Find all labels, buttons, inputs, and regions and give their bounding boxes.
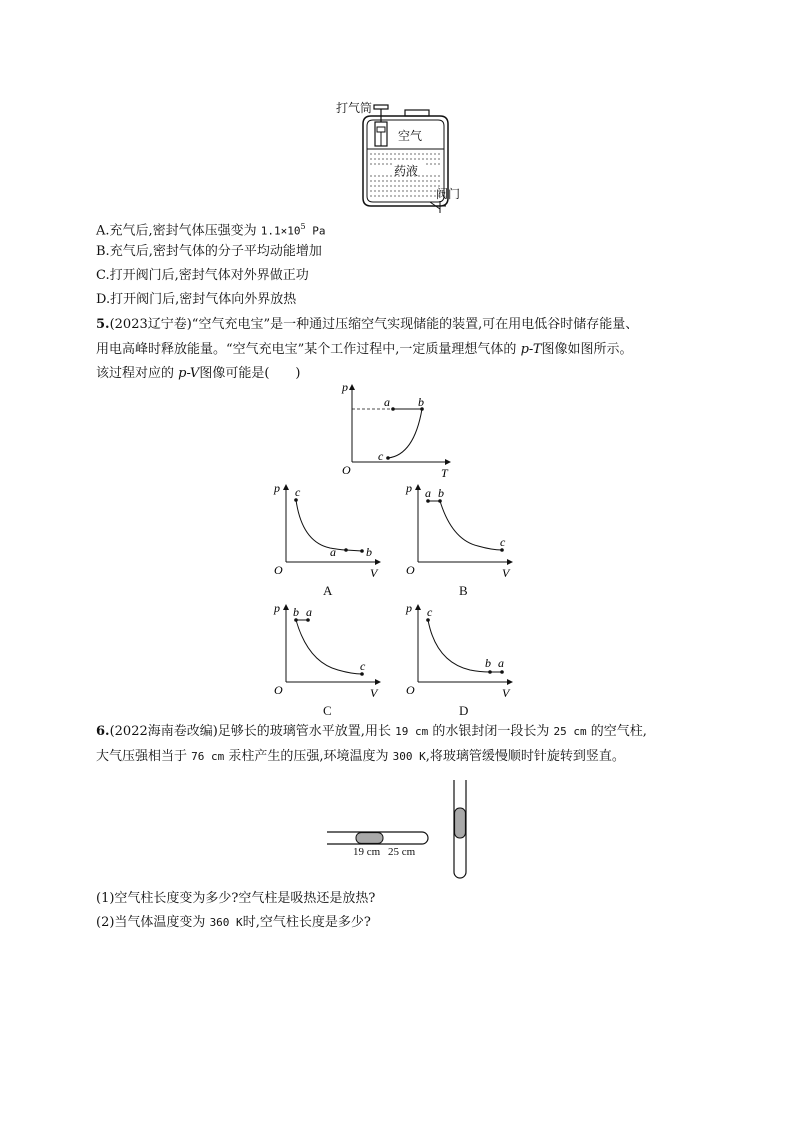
q6-sub1: (1)空气柱长度变为多少?空气柱是吸热还是放热? (96, 891, 376, 906)
svg-text:O: O (406, 563, 415, 577)
q6-sub2: (2)当气体温度变为 360 K时,空气柱长度是多少? (96, 915, 371, 930)
svg-text:c: c (360, 659, 366, 673)
vertical-tube (444, 778, 474, 882)
svg-text:p: p (406, 481, 412, 495)
svg-text:c: c (295, 485, 301, 499)
svg-text:O: O (274, 683, 283, 697)
valve-label: 阀门 (436, 187, 461, 201)
svg-text:p: p (274, 601, 280, 615)
q5-line1: 5.(2023辽宁卷)“空气充电宝”是一种通过压缩空气实现储能的装置,可在用电低谷时储存能量、 (96, 317, 639, 332)
pt-point-a (391, 407, 395, 411)
svg-text:b: b (366, 545, 372, 559)
option-b[interactable]: B.充气后,密封气体的分子平均动能增加 (96, 244, 322, 259)
svg-text:V: V (502, 566, 510, 580)
q6-line1: 6.(2022海南卷改编)足够长的玻璃管水平放置,用长 19 cm 的水银封闭一段长为 25 cm 的空气柱, (96, 724, 647, 739)
pv-caption-d: D (459, 703, 469, 718)
svg-text:p: p (274, 481, 280, 495)
svg-text:a: a (498, 656, 504, 670)
pt-y-label: p (342, 380, 348, 394)
svg-text:b: b (293, 605, 299, 619)
svg-text:V: V (502, 686, 510, 700)
q5-line3: 该过程对应的 p-V图像可能是( ) (96, 366, 301, 381)
tube-label-mercury: 19 cm (353, 846, 381, 858)
pv-graph-c (268, 600, 388, 700)
pv-caption-c: C (323, 703, 332, 718)
tube-label-air: 25 cm (388, 846, 416, 858)
svg-text:a: a (306, 605, 312, 619)
svg-text:c: c (500, 535, 506, 549)
q5-line2: 用电高峰时释放能量。“空气充电宝”某个工作过程中,一定质量理想气体的 p-T图像如图所示。 (96, 342, 633, 357)
pt-point-c (386, 456, 390, 460)
pv-graph-d (400, 600, 520, 700)
pt-label-b: b (418, 395, 424, 409)
question-number: 6. (96, 724, 110, 739)
pt-origin: O (342, 463, 351, 477)
option-c[interactable]: C.打开阀门后,密封气体对外界做正功 (96, 268, 309, 283)
option-d[interactable]: D.打开阀门后,密封气体向外界放热 (96, 292, 297, 307)
option-a[interactable]: A.充气后,密封气体压强变为 $1.1\times 10^5$ Pa (96, 222, 326, 239)
pt-graph (336, 380, 466, 480)
svg-text:a: a (425, 486, 431, 500)
pv-graph-a (268, 480, 388, 580)
pt-label-a: a (384, 395, 390, 409)
svg-text:c: c (427, 605, 433, 619)
svg-text:a: a (330, 545, 336, 559)
pt-x-label: T (441, 466, 448, 480)
pt-label-c: c (378, 449, 384, 463)
svg-text:V: V (370, 686, 378, 700)
air-label: 空气 (398, 129, 423, 143)
liquid-label: 药液 (394, 164, 419, 178)
q6-line2: 大气压强相当于 76 cm 汞柱产生的压强,环境温度为 300 K,将玻璃管缓慢顺时针旋转到竖直。 (96, 749, 625, 764)
pump-label: 打气筒 (336, 101, 373, 115)
svg-text:O: O (406, 683, 415, 697)
pv-caption-b: B (459, 583, 468, 598)
svg-text:b: b (438, 486, 444, 500)
pv-graph-b (400, 480, 520, 580)
svg-text:b: b (485, 656, 491, 670)
pt-curve-bc (388, 409, 422, 458)
svg-text:p: p (406, 601, 412, 615)
question-number: 5. (96, 317, 110, 332)
pv-caption-a: A (323, 583, 333, 598)
svg-text:O: O (274, 563, 283, 577)
svg-text:V: V (370, 566, 378, 580)
